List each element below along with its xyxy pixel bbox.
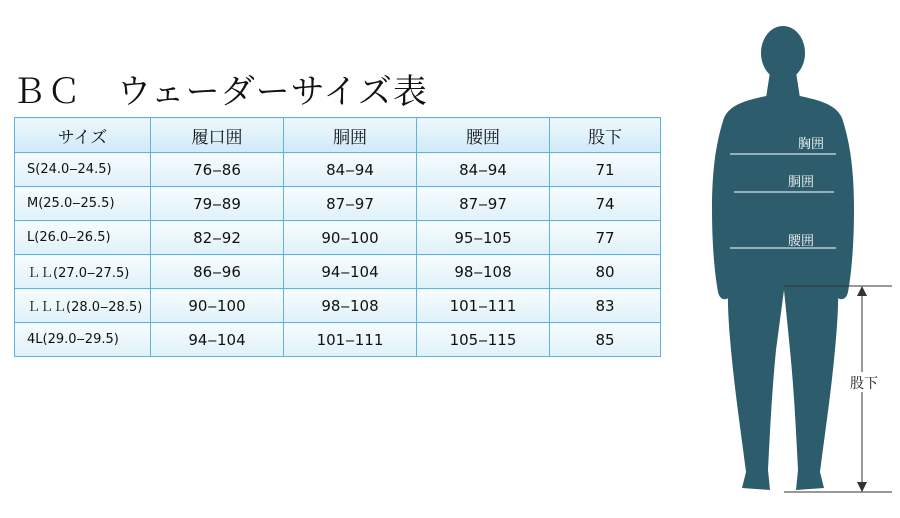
table-row bbox=[15, 153, 661, 187]
chest-label: 胸囲 bbox=[798, 137, 825, 152]
inseam-cell: 74 bbox=[550, 187, 661, 221]
waist-cell: 84‒94 bbox=[284, 153, 417, 187]
opening-cell: 79‒89 bbox=[151, 187, 284, 221]
inseam-label: 股下 bbox=[850, 376, 878, 392]
body-measurement-figure bbox=[700, 20, 900, 500]
waist-label: 胴囲 bbox=[788, 175, 815, 190]
size-cell: ＬＬＬ(28.0‒28.5) bbox=[15, 289, 151, 323]
waist-cell: 87‒97 bbox=[284, 187, 417, 221]
header-inseam: 股下 bbox=[550, 118, 661, 153]
size-table bbox=[14, 117, 661, 357]
hip-cell: 101‒111 bbox=[417, 289, 550, 323]
waist-cell: 98‒108 bbox=[284, 289, 417, 323]
size-cell: L(26.0‒26.5) bbox=[15, 221, 151, 255]
size-cell: ＬＬ(27.0‒27.5) bbox=[15, 255, 151, 289]
opening-cell: 82‒92 bbox=[151, 221, 284, 255]
opening-cell: 76‒86 bbox=[151, 153, 284, 187]
size-cell: S(24.0‒24.5) bbox=[15, 153, 151, 187]
waist-cell: 94‒104 bbox=[284, 255, 417, 289]
table-row bbox=[15, 255, 661, 289]
header-hip: 腰囲 bbox=[417, 118, 550, 153]
table-row bbox=[15, 221, 661, 255]
hip-cell: 87‒97 bbox=[417, 187, 550, 221]
opening-cell: 86‒96 bbox=[151, 255, 284, 289]
header-waist: 胴囲 bbox=[284, 118, 417, 153]
header-opening: 履口囲 bbox=[151, 118, 284, 153]
hip-label: 腰囲 bbox=[788, 234, 815, 249]
waist-cell: 90‒100 bbox=[284, 221, 417, 255]
table-header-row bbox=[15, 118, 661, 153]
inseam-cell: 83 bbox=[550, 289, 661, 323]
waist-cell: 101‒111 bbox=[284, 323, 417, 357]
page-title: ＢＣ ウェーダーサイズ表 bbox=[12, 72, 428, 112]
hip-cell: 84‒94 bbox=[417, 153, 550, 187]
inseam-cell: 85 bbox=[550, 323, 661, 357]
size-cell: 4L(29.0‒29.5) bbox=[15, 323, 151, 357]
hip-cell: 105‒115 bbox=[417, 323, 550, 357]
opening-cell: 94‒104 bbox=[151, 323, 284, 357]
table-row bbox=[15, 187, 661, 221]
header-size: サイズ bbox=[15, 118, 151, 153]
hip-cell: 98‒108 bbox=[417, 255, 550, 289]
opening-cell: 90‒100 bbox=[151, 289, 284, 323]
table-row bbox=[15, 323, 661, 357]
size-cell: M(25.0‒25.5) bbox=[15, 187, 151, 221]
inseam-cell: 77 bbox=[550, 221, 661, 255]
table-row bbox=[15, 289, 661, 323]
body-silhouette bbox=[712, 26, 854, 490]
hip-cell: 95‒105 bbox=[417, 221, 550, 255]
inseam-cell: 80 bbox=[550, 255, 661, 289]
inseam-cell: 71 bbox=[550, 153, 661, 187]
